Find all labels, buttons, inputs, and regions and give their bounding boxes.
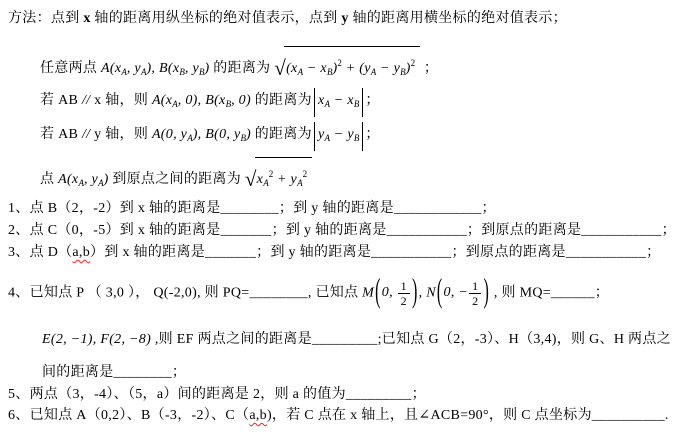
superscript: 2	[337, 58, 342, 68]
math-text: ), B(0, y	[192, 127, 241, 142]
text: 的距离为	[209, 61, 275, 76]
subscript: B	[400, 67, 406, 77]
math-text: y	[317, 127, 325, 142]
math-text: , N	[418, 285, 436, 301]
line-parallel-x	[40, 88, 380, 117]
line-item-4	[8, 272, 609, 314]
text: )，若 C 点在 x 轴上，且∠ACB=90°，则 C 点坐标为__________.	[266, 408, 669, 423]
radical-sign-icon: √	[274, 56, 287, 80]
open-paren: (	[436, 274, 443, 310]
text: 5、两点（3，-4）、（5，a）间的距离是 2，则 a 的值为_________；	[8, 387, 426, 402]
line-item-5	[8, 384, 426, 406]
absolute-value-group	[314, 122, 363, 151]
math-text: , F	[92, 332, 110, 347]
superscript: 2	[410, 58, 416, 68]
subscript: A	[78, 178, 84, 188]
close-paren: )	[483, 274, 490, 310]
subscript: A	[324, 99, 330, 109]
radicand	[284, 46, 420, 88]
math-text: E	[42, 332, 51, 347]
misspelled-text: a,b	[249, 408, 267, 423]
line-parallel-y	[40, 122, 380, 151]
line-item-6	[8, 405, 669, 427]
subscript: A	[98, 178, 104, 188]
line-formula-distance	[40, 46, 438, 88]
subscript: A	[140, 67, 147, 77]
subscript: B	[326, 67, 333, 77]
math-text: )	[405, 61, 411, 76]
radicand	[255, 157, 312, 199]
text: 轴的距离用横坐标的绝对值表示；	[348, 11, 567, 26]
math-text: x	[256, 172, 264, 187]
subscript: B	[353, 133, 360, 143]
bold-text: x	[83, 11, 91, 26]
fraction	[398, 280, 410, 307]
subscript: A	[172, 99, 178, 109]
subscript: B	[198, 67, 205, 77]
subscript: B	[179, 67, 185, 77]
math-text: )	[204, 61, 210, 76]
math-text: − y	[329, 127, 354, 142]
math-text: A(x	[58, 172, 79, 187]
math-text: , 0), B(x	[177, 93, 226, 108]
superscript: 2	[302, 169, 308, 179]
open-paren: (	[375, 274, 381, 310]
line-item-1	[8, 198, 496, 220]
fraction-denominator: 2	[400, 293, 407, 308]
text: 若 AB	[40, 127, 82, 142]
math-text: //	[81, 127, 91, 142]
text: 4、已知点 P （ 3,0 ）， Q(-2,0), 则 PQ=________, 已知点	[8, 285, 363, 301]
math-text: M	[362, 285, 375, 301]
subscript: A	[370, 67, 377, 77]
math-text: 0,	[381, 285, 397, 301]
subscript: B	[353, 99, 360, 109]
text: ；	[420, 61, 439, 76]
math-text: A(0, y	[151, 127, 188, 142]
text: 若 AB	[40, 93, 82, 108]
close-paren: )	[411, 274, 418, 310]
radical-sign-icon: √	[244, 167, 257, 191]
text: ；	[365, 93, 380, 108]
superscript: 2	[268, 169, 274, 179]
math-text: (2, −8)	[109, 332, 152, 347]
text: , 则 MQ=______；	[490, 285, 610, 301]
bold-text: y	[341, 11, 349, 26]
math-text: )	[332, 61, 338, 76]
text: y 轴，则	[90, 127, 152, 142]
text: 到原点之间的距离为	[108, 172, 245, 187]
text: ；	[365, 127, 380, 142]
math-text: //	[81, 93, 91, 108]
text: ）到 x 轴的距离是_______；到 y 轴的距离是___________；到原点的距离是___________；	[90, 245, 661, 260]
subscript: A	[324, 133, 330, 143]
text: 轴的距离用纵坐标的绝对值表示，点到	[90, 11, 342, 26]
math-text: A(x	[151, 93, 173, 108]
subscript: B	[225, 99, 232, 109]
absolute-value-group	[314, 88, 363, 117]
math-text: − x	[303, 61, 327, 76]
text: 的距离为	[250, 93, 312, 108]
text: 1、点 B（2，-2）到 x 轴的距离是________；到 y 轴的距离是____________；	[8, 201, 496, 216]
math-text: (2, −1)	[50, 332, 93, 347]
text: 的距离为	[250, 127, 312, 142]
misspelled-text: a,b	[72, 245, 91, 260]
subscript: A	[297, 178, 303, 188]
math-text: A(x	[101, 61, 122, 76]
math-text: )	[103, 172, 109, 187]
line-item-3	[8, 242, 660, 264]
text: 任意两点	[40, 61, 101, 76]
parenthesized-group	[374, 272, 419, 314]
text: 间的距离是________；	[42, 365, 187, 380]
text: ,则 EF 两点之间的距离是_________;已知点 G（2，-3）、H（3,4)，则 G、H 两点之	[151, 332, 671, 347]
text: 3、点 D（	[8, 245, 73, 260]
math-text: , y	[126, 61, 141, 76]
parenthesized-group	[436, 272, 490, 314]
line-origin-distance	[40, 157, 312, 199]
fraction-denominator: 2	[472, 293, 479, 308]
math-text: , y	[83, 172, 99, 187]
text: 点	[40, 172, 59, 187]
math-text: + y	[273, 172, 298, 187]
math-text: 0, −	[443, 285, 469, 301]
subscript: B	[240, 133, 246, 143]
subscript: A	[121, 67, 127, 77]
text: 6、已知点 A（0,2）、B（-3，-2）、C（	[8, 408, 250, 423]
math-text: ), B(x	[146, 61, 180, 76]
math-text: + (y	[341, 61, 371, 76]
math-text: x	[317, 93, 325, 108]
math-text: − y	[376, 61, 401, 76]
fraction	[469, 280, 481, 307]
math-text: , 0)	[231, 93, 251, 108]
subscript: A	[297, 67, 304, 77]
text: x 轴，则	[90, 93, 152, 108]
text: 2、点 C（0，-5）到 x 轴的距离是_______；到 y 轴的距离是___________；到原点的距离是___________；	[8, 223, 676, 238]
line-method	[8, 8, 567, 30]
square-root-group	[274, 46, 420, 88]
math-text: )	[245, 127, 251, 142]
line-item-2	[8, 220, 676, 242]
text: 方法：	[8, 11, 51, 26]
fraction-numerator: 1	[398, 280, 410, 294]
math-text: − x	[329, 93, 354, 108]
text: 点到	[50, 11, 84, 26]
square-root-group	[245, 157, 312, 199]
line-item-4-ef	[42, 327, 671, 353]
fraction-numerator: 1	[469, 280, 481, 294]
line-item-4-cont	[42, 362, 186, 384]
math-text: , y	[184, 61, 199, 76]
subscript: A	[187, 133, 193, 143]
math-text: (x	[286, 61, 298, 76]
subscript: A	[263, 178, 269, 188]
